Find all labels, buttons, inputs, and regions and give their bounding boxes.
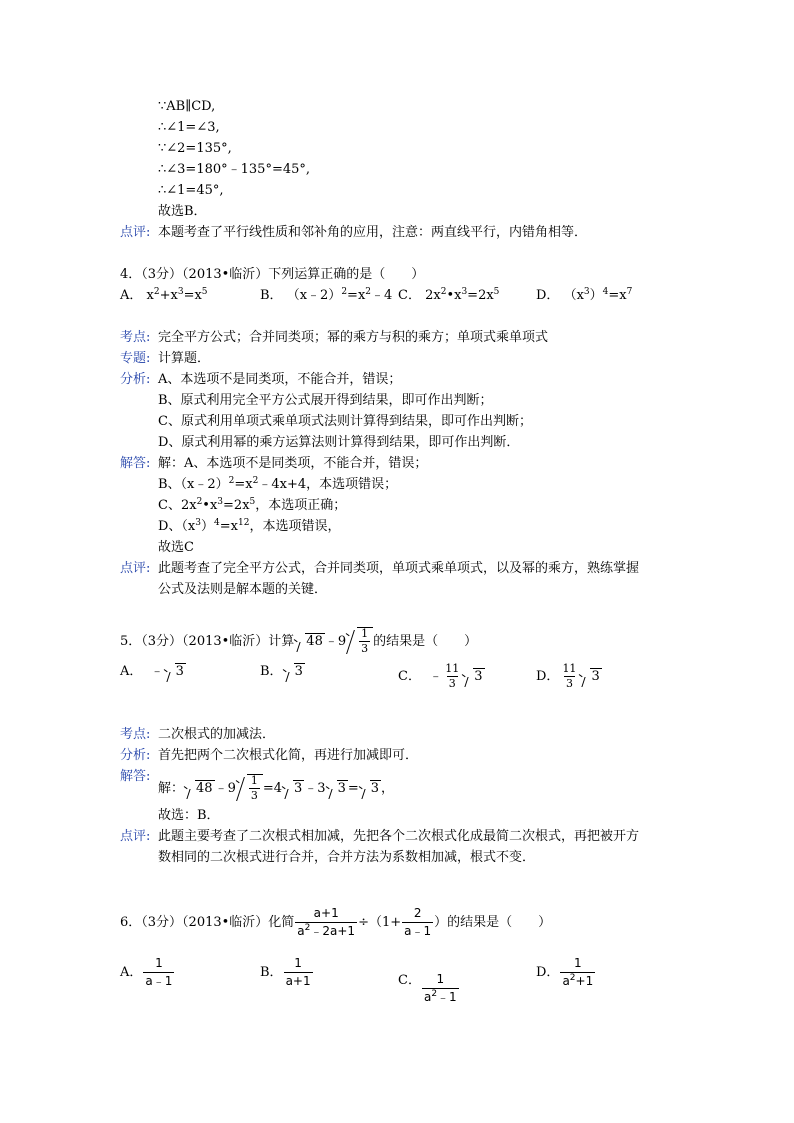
q3-choice: 故选B．: [158, 204, 207, 219]
q4-zhuanti: 计算题．: [158, 351, 211, 366]
q5-comment-label: 点评:: [120, 829, 151, 844]
q4-comment-1: 此题考查了完全平方公式，合并同类项，单项式乘单项式，以及幂的乘方，熟练掌握: [158, 561, 640, 576]
q4-jieda-2: B、$(x﹣2)^2=x^2﹣4x+4$，本选项错误；: [158, 476, 398, 492]
q4-fenxi-1: A、本选项不是同类项，不能合并，错误；: [158, 372, 402, 387]
q4-kaodian: 完全平方公式；合并同类项；幂的乘方与积的乘方；单项式乘单项式: [158, 330, 549, 345]
q4-option-d: D． $(x^3)^4=x^7$: [536, 287, 633, 303]
q5-kaodian: 二次根式的加减法．: [158, 727, 276, 742]
q5-sqrt-48: 48: [306, 634, 323, 649]
q4-fenxi-4: D、原式利用幂的乘方运算法则计算得到结果，即可作出判断．: [158, 435, 520, 450]
q5-option-a: A． ﹣ 3: [120, 664, 184, 679]
q4-fenxi-label: 分析:: [120, 372, 151, 387]
q5-kaodian-label: 考点:: [120, 727, 151, 742]
q6-option-a: A． $\frac{1}{a﹣1}$: [120, 956, 173, 988]
q3-step-4: ∴∠3=180°﹣135°=45°,: [158, 162, 311, 177]
q4-stem: 4．（3分）（2013•临沂）下列运算正确的是（ ）: [120, 267, 425, 282]
q3-step-1: ∵AB∥CD,: [158, 99, 216, 114]
q5-jieda-2: 故选：B．: [158, 808, 220, 823]
q5-comment-1: 此题主要考查了二次根式相加减，先把各个二次根式化成最简二次根式，再把被开方: [158, 829, 640, 844]
q3-comment: 本题考查了平行线性质和邻补角的应用，注意：两直线平行，内错角相等．: [158, 225, 588, 240]
q3-comment-label: 点评:: [120, 225, 151, 240]
q5-sqrt-third: $\frac{1}{3}$: [357, 627, 373, 655]
q6-option-d: D． $\frac{1}{a^2+1}$: [536, 956, 594, 988]
q4-jieda-4: D、$(x^3)^4=x^{12}$，本选项错误，: [158, 518, 341, 534]
q5-fenxi-label: 分析:: [120, 748, 151, 763]
q4-option-a: A． $x^2+x^3=x^5$: [120, 287, 208, 303]
q5-jieda-label: 解答:: [120, 769, 151, 784]
q4-fenxi-2: B、原式利用完全平方公式展开得到结果，即可作出判断；: [158, 393, 493, 408]
q3-step-3: ∵∠2=135°,: [158, 141, 232, 156]
q4-comment-label: 点评:: [120, 561, 151, 576]
q5-option-b: B． 3: [260, 664, 303, 679]
q3-step-2: ∴∠1=∠3,: [158, 120, 220, 135]
q4-fenxi-3: C、原式利用单项式乘单项式法则计算得到结果，即可作出判断；: [158, 414, 532, 429]
q5-option-c: C． ﹣ $\frac{11}{3}$ 3: [398, 662, 483, 690]
q4-jieda-1: 解：A、本选项不是同类项，不能合并，错误；: [158, 456, 428, 471]
q4-jieda-3: C、$2x^2•x^3=2x^5$，本选项正确；: [158, 497, 347, 513]
q4-jieda-label: 解答:: [120, 456, 151, 471]
q6-stem: 6．（3分）（2013•临沂）化简 $\frac{a+1}{a^2﹣2a+1}$ ÷（1+ $\frac{2}{a﹣1}$ ）的结果是（ ）: [120, 906, 552, 938]
q5-comment-2: 数相同的二次根式进行合并，合并方法为系数相加减，根式不变．: [158, 850, 536, 865]
q5-jieda-1: 解： 48 ﹣9 $\frac{1}{3}$ =4 3 ﹣3 3 = 3 ，: [158, 774, 395, 802]
q4-option-b: B． $(x﹣2)^2=x^2﹣4$: [260, 287, 393, 303]
q5-fenxi: 首先把两个二次根式化简，再进行加减即可．: [158, 748, 419, 763]
q5-stem: 5．（3分）（2013•临沂）计算 48 ﹣9 $\frac{1}{3}$ 的结果是（ ）: [120, 627, 478, 655]
q6-option-b: B． $\frac{1}{a+1}$: [260, 956, 311, 988]
q4-kaodian-label: 考点:: [120, 330, 151, 345]
q5-option-d: D． $\frac{11}{3}$ 3: [536, 662, 600, 690]
q6-option-c: C． $\frac{1}{a^2﹣1}$: [398, 972, 457, 1004]
q4-option-c: C． $2x^2•x^3=2x^5$: [398, 287, 500, 303]
q4-jieda-5: 故选C: [158, 540, 194, 555]
q4-comment-2: 公式及法则是解本题的关键．: [158, 582, 328, 597]
q3-step-5: ∴∠1=45°,: [158, 183, 224, 198]
q4-zhuanti-label: 专题:: [120, 351, 151, 366]
